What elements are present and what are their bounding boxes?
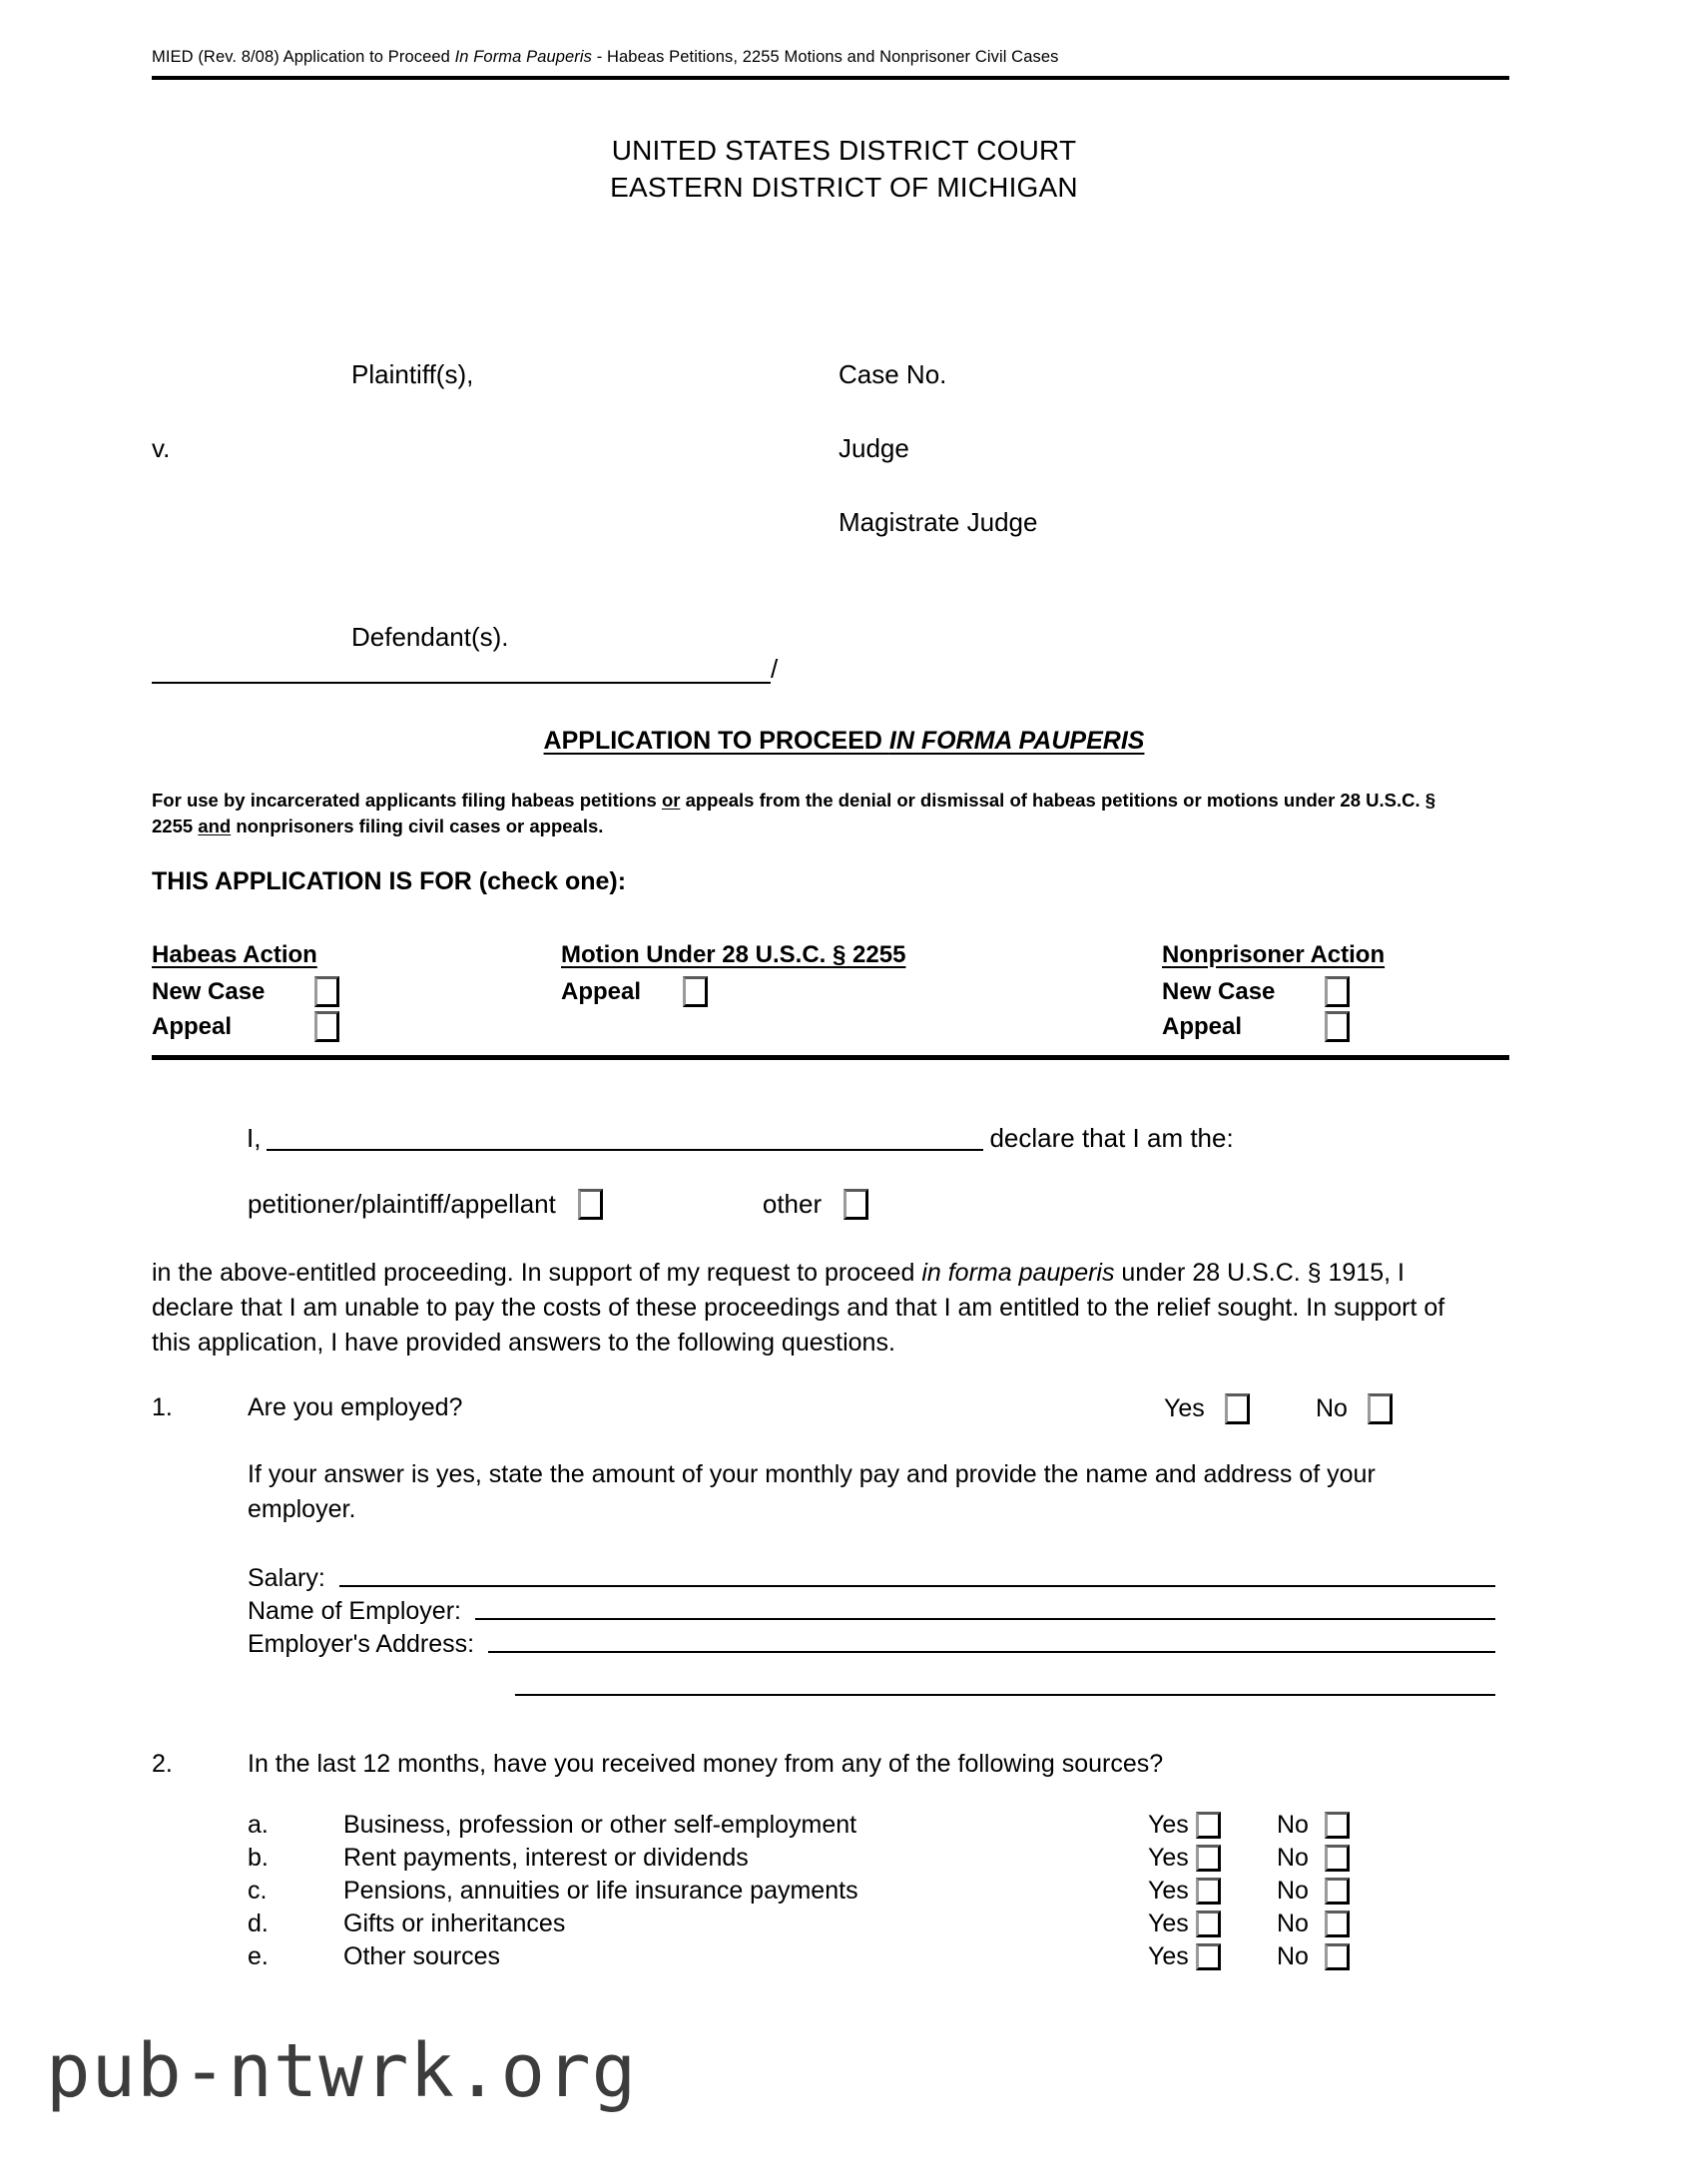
caption-defendant-label: Defendant(s). [351, 622, 509, 652]
question1-no-label: No [1316, 1394, 1348, 1422]
question2-item-d-no-checkbox[interactable] [1325, 1911, 1350, 1937]
question2-item-a-letter: a. [248, 1811, 269, 1839]
question2-item-b-no-label: No [1277, 1844, 1309, 1872]
declaration-body-italic: in forma pauperis [921, 1259, 1115, 1287]
question2-text: In the last 12 months, have you received money from any of the following sources? [248, 1750, 1164, 1778]
question2-item-d-yes-checkbox[interactable] [1196, 1911, 1221, 1937]
employer-address-input[interactable] [488, 1651, 1495, 1653]
question2-item-d[interactable] [248, 1908, 1495, 1940]
employer-address-field-row[interactable] [248, 1626, 1495, 1659]
habeas-new-case-label: New Case [152, 977, 266, 1005]
question2-item-a[interactable] [248, 1809, 1495, 1842]
declaration-body-seg2: under 28 U.S.C. § 1915, I declare that I am unable to pay the costs of these proceedings and that I am entitled to the relief sought. In support of this application, I have provided answers to the following questions. [152, 1259, 1445, 1357]
caption-bottom-rule [152, 682, 771, 684]
question1-no-checkbox[interactable] [1368, 1393, 1393, 1424]
salary-field-row[interactable] [248, 1560, 1495, 1593]
question2-item-b-yes-label: Yes [1148, 1844, 1189, 1872]
declarant-name-input[interactable] [267, 1149, 983, 1151]
caption-judge-label: Judge [839, 433, 909, 463]
employer-name-field-row[interactable] [248, 1593, 1495, 1626]
question2-item-e-yes-label: Yes [1148, 1942, 1189, 1970]
nonprisoner-new-case-row[interactable] [1162, 974, 1385, 1009]
nonprisoner-new-case-label: New Case [1162, 977, 1276, 1005]
instruction-seg2: appeals from the denial or dismissal of habeas petitions or motions under 28 U.S.C. § 2255 [152, 790, 1436, 836]
role-primary-checkbox[interactable] [578, 1189, 603, 1220]
question1-number: 1. [152, 1393, 173, 1421]
motion-2255-appeal-row[interactable] [561, 974, 905, 1009]
employment-fields [248, 1560, 1495, 1659]
role-other-checkbox[interactable] [844, 1189, 868, 1220]
question2-item-d-yes-label: Yes [1148, 1910, 1189, 1937]
instruction-seg1: For use by incarcerated applicants filing habeas petitions [152, 790, 662, 811]
declarant-name-line [247, 1123, 1234, 1154]
question2-item-d-letter: d. [248, 1910, 269, 1937]
question2-item-b-letter: b. [248, 1844, 269, 1872]
habeas-action-heading: Habeas Action [152, 941, 317, 968]
caption-magistrate-judge-label: Magistrate Judge [839, 507, 1038, 537]
motion-2255-heading: Motion Under 28 U.S.C. § 2255 [561, 941, 906, 968]
salary-input[interactable] [339, 1585, 1495, 1587]
question2-number: 2. [152, 1750, 173, 1778]
nonprisoner-appeal-checkbox[interactable] [1325, 1011, 1350, 1042]
site-watermark: pub-ntwrk.org [46, 2028, 638, 2114]
question1-text: Are you employed? [248, 1393, 463, 1421]
question2-item-c-yes-label: Yes [1148, 1877, 1189, 1905]
question2-item-a-no-label: No [1277, 1811, 1309, 1839]
caption-slash-mark: / [771, 654, 779, 684]
form-title-part1: APPLICATION TO PROCEED [543, 727, 889, 755]
declaration-body-seg1: in the above-entitled proceeding. In support of my request to proceed [152, 1259, 922, 1287]
header-suffix: - Habeas Petitions, 2255 Motions and Nonprisoner Civil Cases [592, 48, 1059, 66]
nonprisoner-action-column [1162, 941, 1385, 1044]
habeas-new-case-row[interactable] [152, 974, 339, 1009]
question2-item-e[interactable] [248, 1940, 1495, 1973]
motion-2255-appeal-checkbox[interactable] [683, 976, 708, 1007]
question2-item-a-desc: Business, profession or other self-employment [343, 1811, 857, 1839]
header-italic-title: In Forma Pauperis [454, 48, 593, 66]
nonprisoner-appeal-label: Appeal [1162, 1012, 1243, 1040]
question2-item-e-letter: e. [248, 1942, 269, 1970]
application-for-heading [152, 867, 626, 896]
question2-item-a-yes-label: Yes [1148, 1811, 1189, 1839]
instruction-paragraph [152, 788, 1469, 839]
question2-item-e-no-checkbox[interactable] [1325, 1943, 1350, 1970]
application-for-tail: (check one): [471, 867, 627, 895]
question2-items [248, 1809, 1495, 1973]
salary-label: Salary: [248, 1564, 325, 1592]
employer-name-input[interactable] [475, 1618, 1495, 1620]
declarant-i-label: I, [247, 1123, 262, 1153]
habeas-appeal-checkbox[interactable] [314, 1011, 339, 1042]
question2-item-a-yes-checkbox[interactable] [1196, 1812, 1221, 1839]
habeas-new-case-checkbox[interactable] [314, 976, 339, 1007]
employer-name-label: Name of Employer: [248, 1597, 461, 1625]
caption-plaintiff-label: Plaintiff(s), [351, 359, 474, 389]
instruction-seg3: nonprisoners filing civil cases or appeals. [231, 816, 604, 836]
role-primary-label: petitioner/plaintiff/appellant [248, 1189, 556, 1219]
question2-item-d-no-label: No [1277, 1910, 1309, 1937]
declaration-body-paragraph [152, 1256, 1489, 1361]
section-divider-rule [152, 1055, 1509, 1060]
employer-address-label: Employer's Address: [248, 1630, 475, 1658]
form-title-part2: IN FORMA PAUPERIS [888, 727, 1145, 755]
question2-item-b-yes-checkbox[interactable] [1196, 1845, 1221, 1872]
question2-item-c-no-checkbox[interactable] [1325, 1878, 1350, 1905]
caption-case-number-label: Case No. [839, 359, 947, 389]
question2-item-d-desc: Gifts or inheritances [343, 1910, 566, 1937]
declarant-declare-text: declare that I am the: [989, 1123, 1234, 1153]
running-header [152, 48, 1509, 67]
question2-item-e-yes-checkbox[interactable] [1196, 1943, 1221, 1970]
question2-item-a-no-checkbox[interactable] [1325, 1812, 1350, 1839]
declarant-role-row [248, 1189, 868, 1220]
habeas-appeal-row[interactable] [152, 1009, 339, 1044]
question2-item-c-no-label: No [1277, 1877, 1309, 1905]
nonprisoner-appeal-row[interactable] [1162, 1009, 1385, 1044]
court-name-line1: UNITED STATES DISTRICT COURT [611, 135, 1077, 166]
court-name-line2: EASTERN DISTRICT OF MICHIGAN [610, 172, 1078, 203]
question2-item-c[interactable] [248, 1875, 1495, 1908]
court-title [0, 132, 1688, 206]
nonprisoner-action-heading: Nonprisoner Action [1162, 941, 1386, 968]
question2-item-c-letter: c. [248, 1877, 268, 1905]
question2-item-b[interactable] [248, 1842, 1495, 1875]
nonprisoner-new-case-checkbox[interactable] [1325, 976, 1350, 1007]
question1-yes-group[interactable] [1164, 1393, 1250, 1424]
motion-2255-column [561, 941, 905, 1009]
question2-item-b-no-checkbox[interactable] [1325, 1845, 1350, 1872]
question1-yes-label: Yes [1164, 1394, 1205, 1422]
instruction-underline-or: or [661, 790, 681, 811]
question1-no-group[interactable] [1316, 1393, 1393, 1424]
question2-item-c-yes-checkbox[interactable] [1196, 1878, 1221, 1905]
question1-subtext: If your answer is yes, state the amount of your monthly pay and provide the name and address of your employer. [248, 1460, 1376, 1523]
question2-item-e-no-label: No [1277, 1942, 1309, 1970]
instruction-underline-and: and [198, 816, 232, 836]
question1-yes-checkbox[interactable] [1225, 1393, 1250, 1424]
habeas-action-column [152, 941, 339, 1044]
header-divider-rule [152, 76, 1509, 80]
application-for-lead: THIS APPLICATION IS FOR [152, 867, 472, 895]
habeas-appeal-label: Appeal [152, 1012, 233, 1040]
motion-2255-appeal-label: Appeal [561, 977, 642, 1005]
question2-item-c-desc: Pensions, annuities or life insurance payments [343, 1877, 858, 1905]
caption-versus-label: v. [152, 433, 171, 463]
question2-item-b-desc: Rent payments, interest or dividends [343, 1844, 749, 1872]
question2-item-e-desc: Other sources [343, 1942, 501, 1970]
header-prefix: MIED (Rev. 8/08) Application to Proceed [152, 48, 455, 66]
form-title [0, 727, 1688, 756]
role-other-label: other [762, 1189, 823, 1219]
employer-address-input-line2[interactable] [515, 1694, 1495, 1696]
